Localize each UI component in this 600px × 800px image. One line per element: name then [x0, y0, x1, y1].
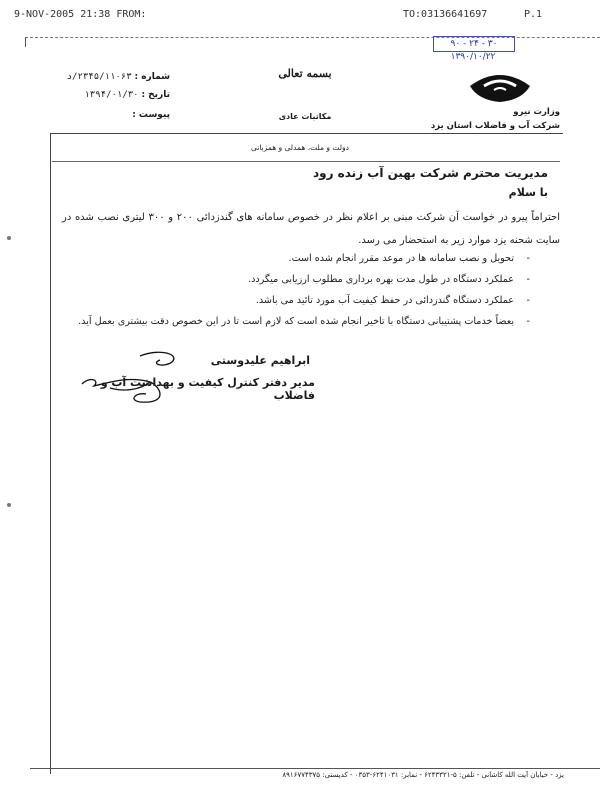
letter-number-line	[60, 72, 170, 82]
list-item: - تحویل و نصب سامانه ها در موعد مقرر انجام شده است.	[70, 248, 530, 269]
letter-attachment-label: پیوست :	[132, 110, 170, 120]
footer-divider	[30, 768, 600, 769]
letter-date-value: ۱۳۹۴/۰۱/۳۰	[84, 90, 139, 100]
punch-hole-mark	[7, 236, 11, 240]
left-edge-rule	[25, 37, 26, 47]
addressee: مدیریت محترم شرکت بهین آب زنده رود	[312, 166, 548, 180]
signer-title: مدیر دفتر کنترل کیفیت و بهداشت آب و فاضلاب	[100, 376, 315, 402]
letter-attachment-line	[60, 110, 170, 120]
company-name: شرکت آب و فاضلاب استان یزد	[430, 121, 560, 131]
stamp-number: ۹۰ - ۲۴ - ۳۰	[433, 36, 515, 52]
signer-name: ابراهیم علیدوستی	[210, 354, 310, 367]
stamp-date: ۱۳۹۰/۱۰/۲۲	[450, 52, 496, 62]
greeting: با سلام	[508, 186, 548, 199]
punch-hole-mark	[7, 503, 11, 507]
header-divider	[52, 161, 560, 162]
letter-number-value: ۲۳۴۵/۱۱۰۶۳/د	[66, 72, 132, 82]
basmala-heading: بسمه تعالی	[278, 67, 332, 80]
fax-to-number: TO:03136641697	[403, 9, 488, 20]
correspondence-type: مکاتبات عادی	[278, 112, 332, 121]
letter-date-line	[60, 90, 170, 100]
letter-date-label: تاریخ :	[141, 90, 170, 100]
list-item: - عملکرد دستگاه در طول مدت بهره برداری مطلوب ارزیابی میگردد.	[70, 269, 530, 290]
fax-date-from: 9-NOV-2005 21:38 FROM:	[14, 9, 147, 20]
fax-page-number: P.1	[524, 9, 543, 20]
list-item: - عملکرد دستگاه گندزدائی در حفظ کیفیت آب مورد تائید می باشد.	[70, 290, 530, 311]
letter-number-label: شماره :	[134, 72, 170, 82]
fax-transmission-header	[0, 9, 600, 25]
letter-body: احتراماً پیرو در خواست آن شرکت مبنی بر اعلام نظر در خصوص سامانه های گندزدائی ۲۰۰ و ۳۰۰ لیتری نصب شده در سایت شحنه یزد موارد زیر به استحضار می رسد.	[62, 212, 560, 246]
footer-address: یزد - خیابان آیت الله کاشانی - تلفن: ۵-۶۲۴۳۳۲۱ - نمابر: ۶۲۴۱۰۳۱-۰۳۵۳ - کدپستی: ۸۹۱۶۷۷۴۳۷۵	[282, 771, 564, 779]
ministry-name: وزارت نیرو	[513, 107, 560, 117]
list-item: - بعضاً خدمات پشتیبانی دستگاه با تاخیر انجام شده است که لازم است تا در این خصوص دقت بیشتری بعمل آید.	[70, 311, 530, 332]
findings-list	[70, 248, 530, 332]
water-company-logo-icon	[452, 56, 548, 104]
slogan: دولت و ملت، همدلی و همزبانی	[251, 143, 349, 152]
